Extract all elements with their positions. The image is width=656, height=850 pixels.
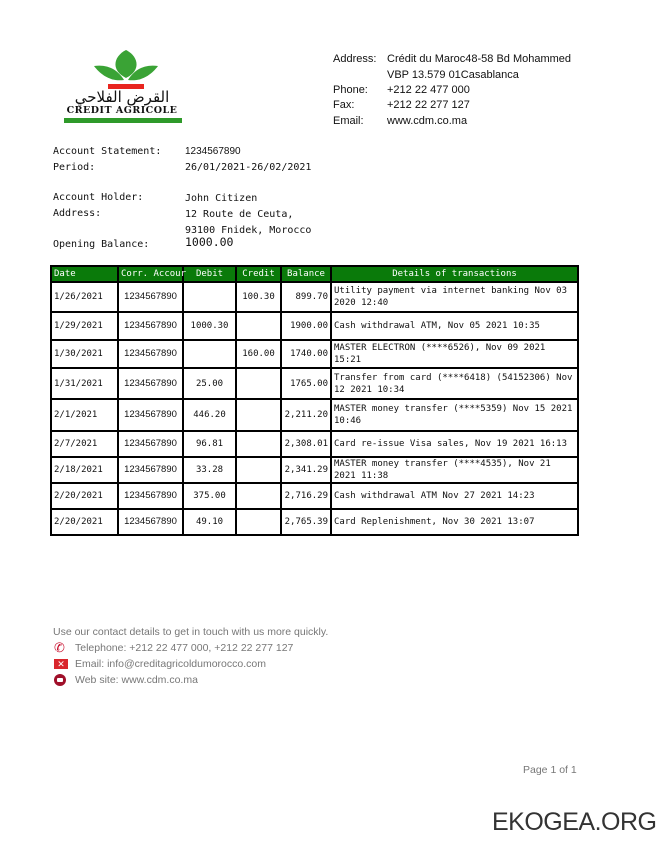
opening-balance-value: 1000.00	[185, 235, 234, 249]
cell-corr-account: 1234567890	[118, 368, 183, 399]
address-line-1: 12 Route de Ceuta,	[185, 209, 294, 220]
cell-balance: 2,765.39	[281, 509, 331, 535]
footer-intro: Use our contact details to get in touch with us more quickly.	[53, 626, 329, 638]
table-header-row	[51, 266, 578, 282]
cell-corr-account: 1234567890	[118, 312, 183, 340]
period-value: 26/01/2021-26/02/2021	[185, 162, 312, 173]
cell-date: 1/29/2021	[51, 312, 118, 340]
table-row	[51, 457, 578, 483]
cell-date: 2/20/2021	[51, 483, 118, 509]
email-label: Email:	[333, 115, 364, 127]
table-row	[51, 483, 578, 509]
cell-credit	[236, 509, 281, 535]
fax-label: Fax:	[333, 99, 355, 111]
bank-fax: +212 22 277 127	[387, 99, 470, 111]
cell-date: 2/1/2021	[51, 399, 118, 431]
cell-date: 1/31/2021	[51, 368, 118, 399]
holder-label: Account Holder:	[53, 192, 144, 203]
account-info	[53, 144, 353, 254]
cell-credit	[236, 431, 281, 457]
cell-credit	[236, 457, 281, 483]
cell-balance: 1740.00	[281, 340, 331, 368]
cell-date: 2/7/2021	[51, 431, 118, 457]
table-row	[51, 368, 578, 399]
cell-balance: 2,716.29	[281, 483, 331, 509]
cell-details: MASTER ELECTRON (****6526), Nov 09 2021 15:21	[331, 340, 578, 368]
address-label: Address:	[53, 208, 102, 219]
cell-details: Card Replenishment, Nov 30 2021 13:07	[331, 509, 578, 535]
cell-details: Cash withdrawal ATM, Nov 05 2021 10:35	[331, 312, 578, 340]
table-row	[51, 340, 578, 368]
bank-name: CREDIT AGRICOLE	[66, 105, 178, 116]
cell-debit: 49.10	[183, 509, 236, 535]
table-row	[51, 399, 578, 431]
phone-label: Phone:	[333, 84, 368, 96]
cell-corr-account: 1234567890	[118, 457, 183, 483]
holder-value: John Citizen	[185, 193, 258, 204]
cell-date: 1/30/2021	[51, 340, 118, 368]
phone-icon: ✆	[54, 640, 65, 655]
page-number: Page 1 of 1	[523, 764, 577, 776]
cell-corr-account: 1234567890	[118, 509, 183, 535]
cell-corr-account: 1234567890	[118, 399, 183, 431]
cell-balance: 2,211.20	[281, 399, 331, 431]
cell-credit: 100.30	[236, 282, 281, 312]
table-row	[51, 282, 578, 312]
cell-date: 2/18/2021	[51, 457, 118, 483]
opening-balance-label: Opening Balance:	[53, 239, 150, 250]
cell-corr-account: 1234567890	[118, 431, 183, 457]
table-row	[51, 312, 578, 340]
web-icon	[54, 674, 66, 686]
cell-debit	[183, 282, 236, 312]
footer-website: Web site: www.cdm.co.ma	[75, 674, 198, 686]
statement-label: Account Statement:	[53, 146, 162, 157]
table-row	[51, 509, 578, 535]
bank-address-1: Crédit du Maroc48-58 Bd Mohammed	[387, 53, 572, 65]
cell-credit: 160.00	[236, 340, 281, 368]
address-label: Address:	[333, 53, 377, 65]
cell-date: 2/20/2021	[51, 509, 118, 535]
bank-address-2: VBP 13.579 01Casablanca	[387, 69, 519, 81]
cell-credit	[236, 399, 281, 431]
cell-corr-account: 1234567890	[118, 340, 183, 368]
cell-debit	[183, 340, 236, 368]
transactions-table	[50, 265, 579, 536]
cell-details: Card re-issue Visa sales, Nov 19 2021 16:13	[331, 431, 578, 457]
footer-telephone: Telephone: +212 22 477 000, +212 22 277 127	[75, 642, 294, 654]
cell-balance: 1765.00	[281, 368, 331, 399]
cell-corr-account: 1234567890	[118, 282, 183, 312]
address-line-2: 93100 Fnidek, Morocco	[185, 225, 312, 236]
header-details: Details of transactions	[331, 266, 578, 282]
cell-debit: 1000.30	[183, 312, 236, 340]
email-icon: ✕	[54, 659, 68, 669]
period-label: Period:	[53, 162, 96, 173]
bank-logo	[58, 48, 184, 128]
header-balance: Balance	[281, 266, 331, 282]
cell-balance: 2,308.01	[281, 431, 331, 457]
cell-details: MASTER money transfer (****5359) Nov 15 2021 10:46	[331, 399, 578, 431]
cell-balance: 2,341.29	[281, 457, 331, 483]
cell-details: Cash withdrawal ATM Nov 27 2021 14:23	[331, 483, 578, 509]
header-date: Date	[51, 266, 118, 282]
cell-details: MASTER money transfer (****4535), Nov 21 2021 11:38	[331, 457, 578, 483]
footer-contact	[53, 624, 373, 688]
bank-name-arabic: القرض الفلاحي	[74, 88, 170, 106]
statement-number: 1234567890	[185, 146, 241, 157]
watermark: EKOGEA.ORG	[492, 808, 656, 836]
cell-credit	[236, 368, 281, 399]
cell-details: Utility payment via internet banking Nov 03 2020 12:40	[331, 282, 578, 312]
cell-corr-account: 1234567890	[118, 483, 183, 509]
cell-details: Transfer from card (****6418) (54152306) Nov 12 2021 10:34	[331, 368, 578, 399]
cell-debit: 446.20	[183, 399, 236, 431]
cell-debit: 25.00	[183, 368, 236, 399]
cell-debit: 375.00	[183, 483, 236, 509]
cell-balance: 1900.00	[281, 312, 331, 340]
header-debit: Debit	[183, 266, 236, 282]
cell-credit	[236, 312, 281, 340]
bank-phone: +212 22 477 000	[387, 84, 470, 96]
table-row	[51, 431, 578, 457]
cell-balance: 899.70	[281, 282, 331, 312]
header-credit: Credit	[236, 266, 281, 282]
cell-debit: 33.28	[183, 457, 236, 483]
bank-contact	[333, 52, 623, 132]
header-corr-account: Corr. Accour	[118, 266, 183, 282]
bank-email: www.cdm.co.ma	[387, 115, 468, 127]
cell-date: 1/26/2021	[51, 282, 118, 312]
cell-credit	[236, 483, 281, 509]
cell-debit: 96.81	[183, 431, 236, 457]
footer-email: Email: info@creditagricoldumorocco.com	[75, 658, 266, 670]
